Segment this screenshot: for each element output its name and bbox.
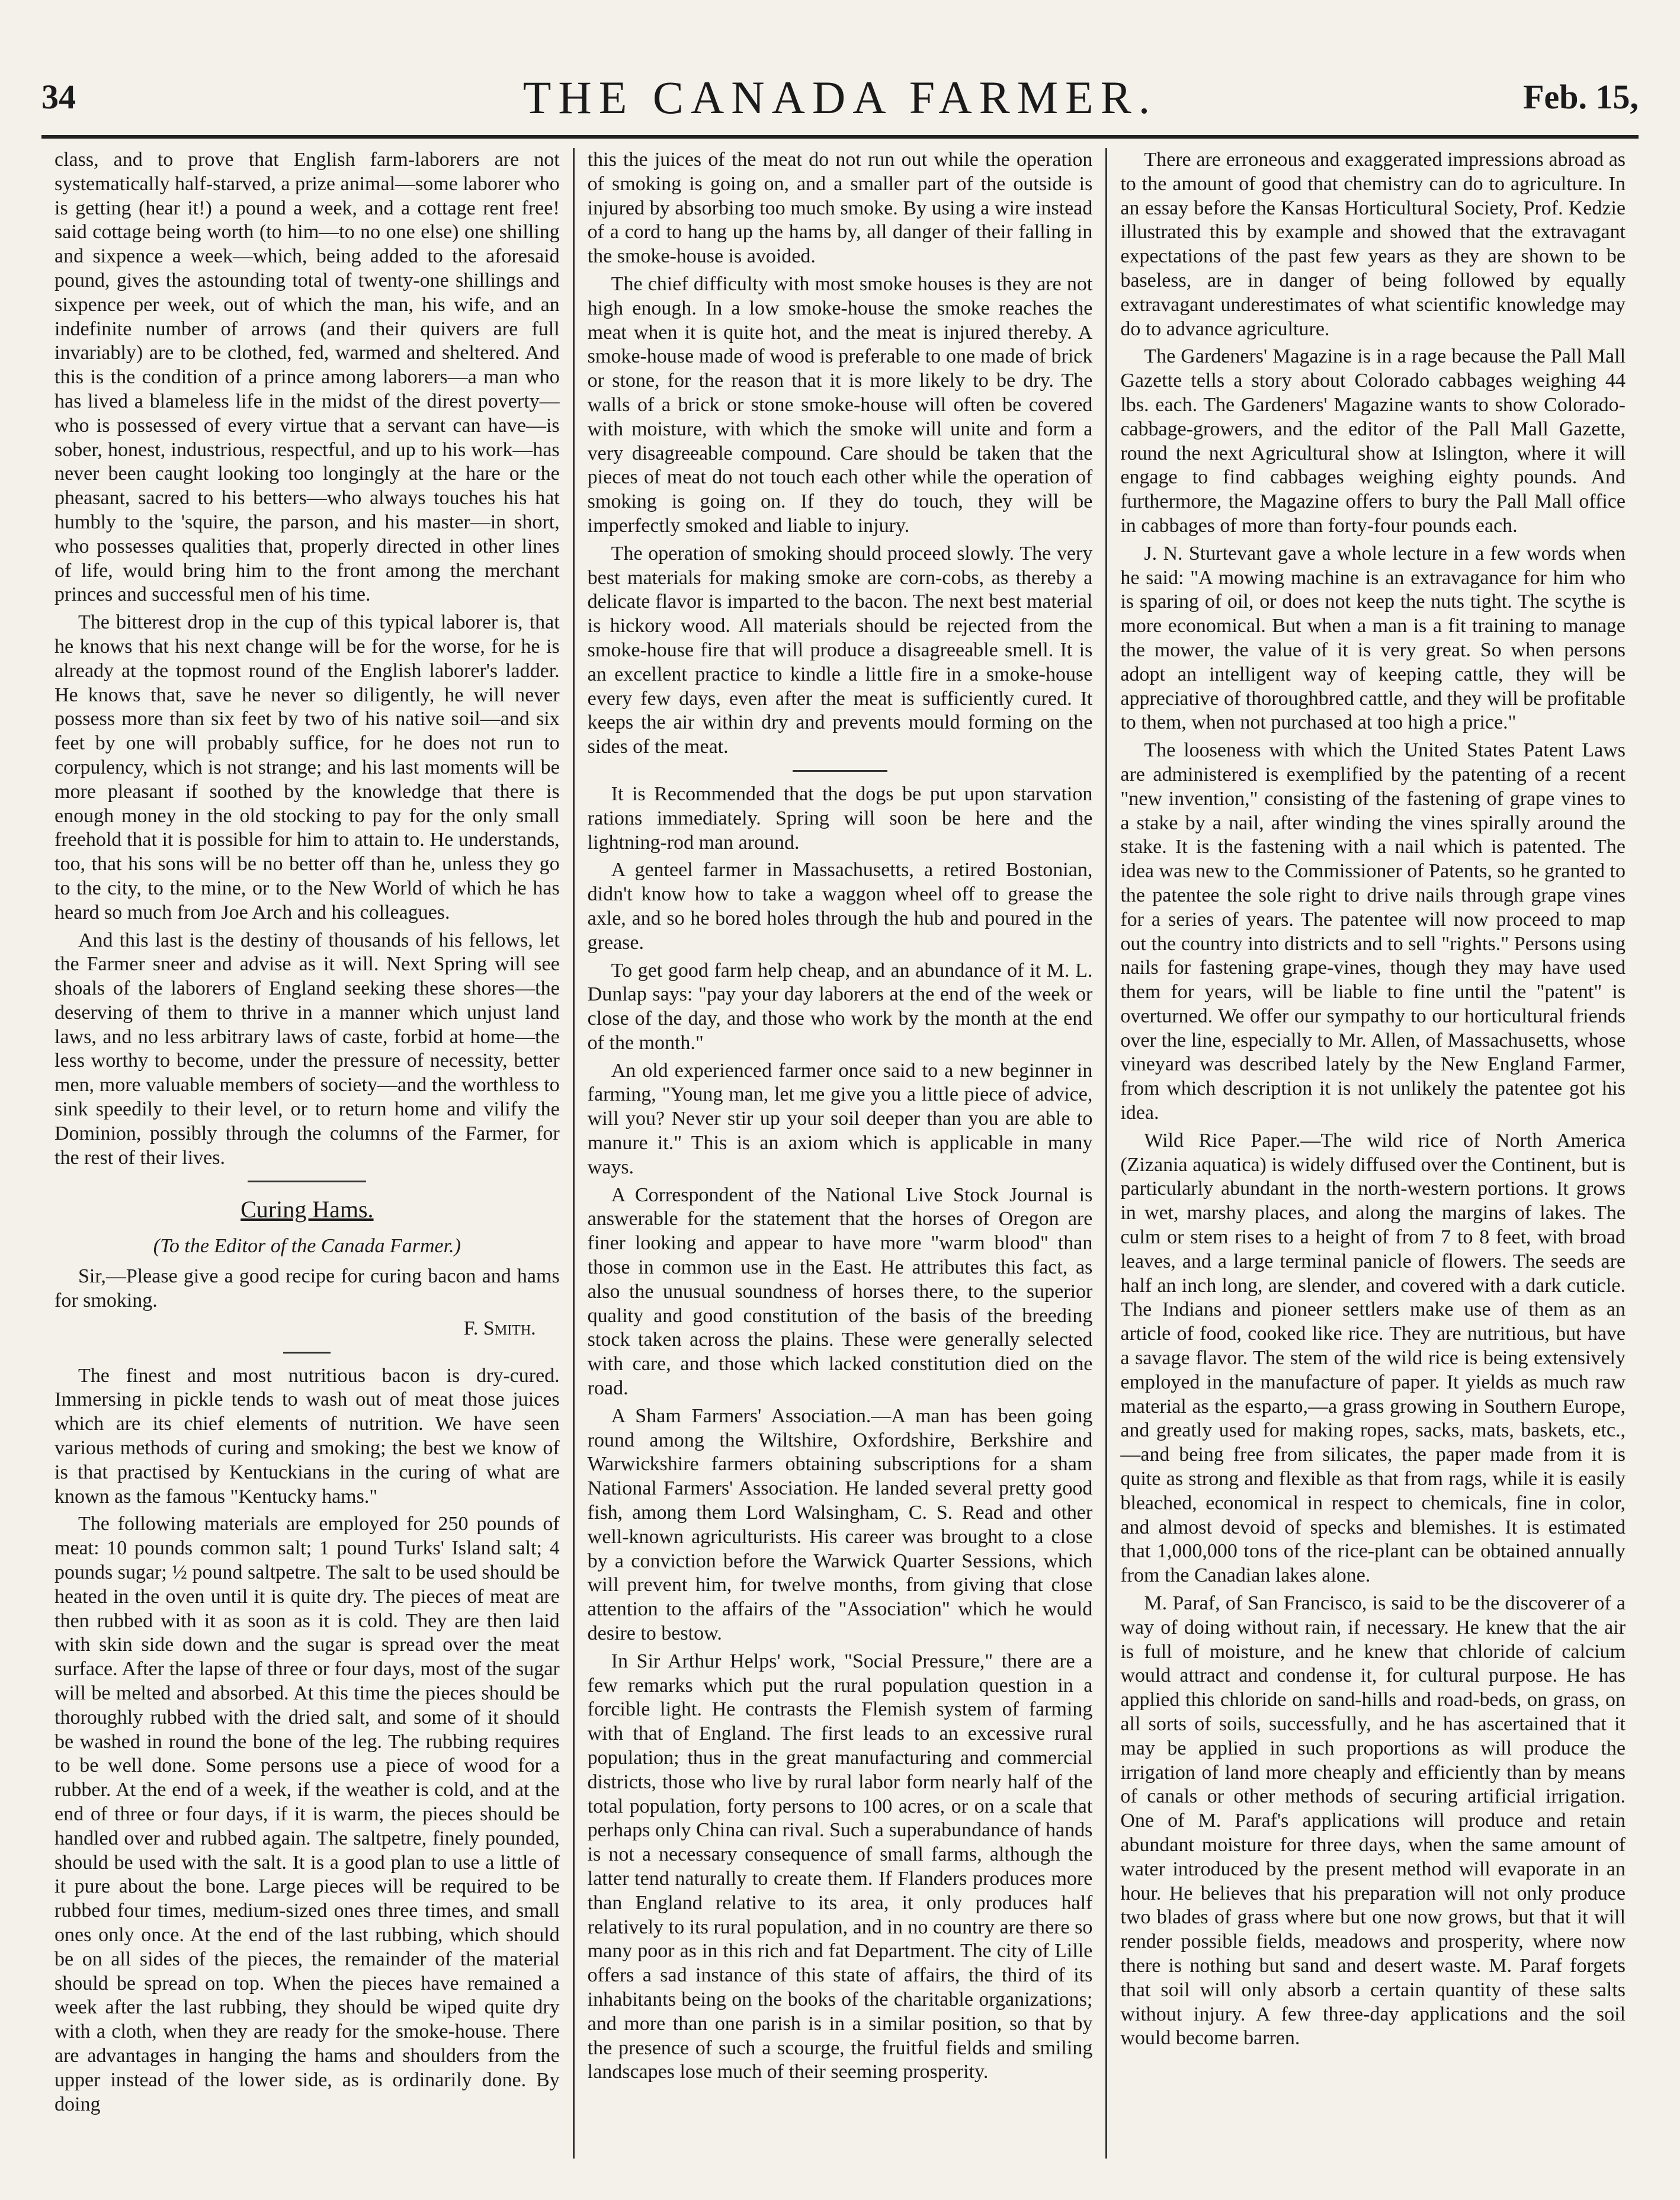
paragraph: And this last is the destiny of thousands of his fellows, let the Farmer sneer and advise as it will. Next Spring will see shoals of the laborers of England seeking these shores—the deserving of them to thrive in a manner which unjust land laws, and no less arbitrary laws of caste, forbid at home—the less worthy to become, under the pressure of necessity, better men, more valuable members of society—and the worthless to sink speedily to their level, or to return home and vilify the Dominion, possibly through the columns of the Farmer, for the rest of their lives. <box>54 929 560 1169</box>
note: A Sham Farmers' Association.—A man has been going round among the Wiltshire, Oxfordshire, Berkshire and Warwickshire farmers obtaining subscriptions for a sham National Farmers' Association. He landed several pretty good fish, among them Lord Walsingham, C. S. Read and other well-known agriculturists. His career was brought to a close by a conviction before the Warwick Quarter Sessions, which will prevent him, for twelve months, from giving that close attention to the affairs of the "Association" which he would desire to bestow. <box>587 1404 1093 1645</box>
paragraph: J. N. Sturtevant gave a whole lecture in a few words when he said: "A mowing machine is an extravagance for him who is sparing of oil, or does not keep the nuts tight. The scythe is more economical. But when a man is a fit training to manage the mower, the value of it is very great. So when persons adopt an intelligent way of keeping cattle, they will be appreciative of thoroughbred cattle, and they will be profitable to them, when not purchased at too high a price." <box>1120 542 1626 734</box>
column-1 <box>41 148 573 2159</box>
paragraph: The bitterest drop in the cup of this typical laborer is, that he knows that his next change will be for the worse, for he is already at the topmost round of the English laborer's ladder. He knows that, save he never so diligently, he will never possess more than six feet by two of his native soil—and six feet by one will probably suffice, for he does not run to corpulency, which is not strange; and his last moments will be more pleasant if soothed by the knowledge that there is enough money in the old stocking to pay for the only small freehold that it is possible for him to attain to. He understands, too, that his sons will be no better off than he, unless they go to the city, to the mine, or to the New World of which he has heard so much from Joe Arch and his colleagues. <box>54 611 560 923</box>
column-2 <box>573 148 1106 2159</box>
paragraph: The looseness with which the United States Patent Laws are administered is exemplified by the patenting of a recent "new invention," consisting of the fastening of grape vines to a stake by a nail, after winding the vines spirally around the stake. It is the fastening with a nail which is patented. The idea was new to the Commissioner of Patents, so he granted to the patentee the sole right to drive nails through grape vines for a series of years. The patentee will now proceed to map out the country into districts and to sell "rights." Persons using nails for fastening grape-vines, though they may have used them for years, will be liable to fine until the "patent" is overturned. We offer our sympathy to our horticultural friends over the line, especially to Mr. Allen, of Massachusetts, whose vineyard was described lately by the New England Farmer, from which description it is not unlikely the patentee got his idea. <box>1120 739 1626 1124</box>
columns <box>41 148 1639 2159</box>
paragraph: M. Paraf, of San Francisco, is said to be the discoverer of a way of doing without rain, if necessary. He knew that the air is full of moisture, and he knew that chloride of calcium would attract and condense it, for cultural purpose. He has applied this chloride on sand-hills and road-beds, on grass, on all sorts of soils, successfully, and he has ascertained that it may be applied in such proportions as will produce the irrigation of land more cheaply and efficiently than by means of canals or other methods of securing artificial irrigation. One of M. Paraf's applications will produce and retain abundant moisture for three days, when the same amount of water introduced by the present method will evaporate in an hour. He believes that his preparation will not only produce two blades of grass where but one now grows, but that it will render possible fields, meadows and prosperity, where now there is nothing but sand and desert waste. M. Paraf forgets that soil will only absorb a certain quantity of these salts without injury. A few three-day applications and the soil would become barren. <box>1120 1592 1626 2050</box>
divider <box>793 770 887 772</box>
divider <box>248 1181 366 1182</box>
note: To get good farm help cheap, and an abundance of it M. L. Dunlap says: "pay your day laborers at the end of the week or close of the day, and those who work by the month at the end of the month." <box>587 959 1093 1054</box>
paragraph: The Gardeners' Magazine is in a rage because the Pall Mall Gazette tells a story about Colorado cabbages weighing 44 lbs. each. The Gardeners' Magazine wants to show Colorado-cabbage-growers, and the editor of the Pall Mall Gazette, round the next Agricultural show at Islington, where it will engage to find cabbages weighing eighty pounds. And furthermore, the Magazine offers to bury the Pall Mall office in cabbages of more than forty-four pounds each. <box>1120 345 1626 537</box>
letter-signature: F. Smith. <box>463 1317 536 1339</box>
paragraph: this the juices of the meat do not run out while the operation of smoking is going on, and a smaller part of the outside is injured by absorbing too much smoke. By using a wire instead of a cord to hang up the hams by, all danger of their falling in the smoke-house is avoided. <box>587 149 1093 268</box>
masthead <box>41 71 1639 124</box>
paragraph: Wild Rice Paper.—The wild rice of North America (Zizania aquatica) is widely diffused over the Continent, but is particularly abundant in the north-western portions. It grows in wet, marshy places, and along the margins of lakes. The culm or stem rises to a height of from 7 to 8 feet, with broad leaves, and a large terminal panicle of flowers. The seeds are half an inch long, are slender, and covered with a dark cuticle. The Indians and pioneer settlers make use of them as an article of food, cooked like rice. They are nutritious, but have a savage flavor. The stem of the wild rice is being extensively employed in the manufacture of paper. It yields as much raw material as the esparto,—a grass growing in Southern Europe, and greatly used for making ropes, sacks, mats, baskets, etc.,—and being free from silicates, the paper made from it is quite as strong and flexible as that from rags, while it is easily bleached, economical in respect to chemicals, fine in color, and almost devoid of specks and blemishes. It is estimated that 1,000,000 tons of the rice-plant can be obtained annually from the Canadian lakes alone. <box>1120 1129 1626 1587</box>
paragraph: The chief difficulty with most smoke houses is they are not high enough. In a low smoke-house the smoke reaches the meat when it is quite hot, and the meat is injured thereby. A smoke-house made of wood is preferable to one made of brick or stone, for the reason that it is more likely to be dry. The walls of a brick or stone smoke-house will often be covered with moisture, with which the smoke will unite and form a very disagreeable compound. Care should be taken that the pieces of meat do not touch each other while the operation of smoking is going on. If they do touch, they will be imperfectly smoked and liable to injury. <box>587 272 1093 537</box>
section-subhead: (To the Editor of the Canada Farmer.) <box>153 1235 461 1258</box>
note: In Sir Arthur Helps' work, "Social Pressure," there are a few remarks which put the rural population question in a forcible light. He contrasts the Flemish system of farming with that of England. The first leads to an excessive rural population; thus in the great manufacturing and commercial districts, those who live by rural labor form nearly half of the total population, forty persons to 100 acres, or on a scale that perhaps only China can rival. Such a superabundance of hands is not a necessary consequence of small farms, although the latter tend naturally to create them. If Flanders produces more than England relative to its area, it only produces half relatively to its rural population, and in no country are there so many poor as in this rich and fat Department. The city of Lille offers a sad instance of this state of affairs, the third of its inhabitants being on the books of the charitable organizations; and more than one parish is in a similar position, so that by the presence of such a scourge, the fruitful fields and smiling landscapes lose much of their seeming prosperity. <box>587 1650 1093 2083</box>
note: It is Recommended that the dogs be put upon starvation rations immediately. Spring will soon be here and the lightning-rod man around. <box>587 782 1093 854</box>
letter: Sir,—Please give a good recipe for curing bacon and hams for smoking. <box>54 1265 560 1312</box>
header-rule <box>41 135 1639 139</box>
column-3 <box>1105 148 1639 2159</box>
paragraph: The following materials are employed for 250 pounds of meat: 10 pounds common salt; 1 pound Turks' Island salt; 4 pounds sugar; ½ pound saltpetre. The salt to be used should be heated in the oven until it is quite dry. The pieces of meat are then rubbed with it as soon as it is cold. They are then laid with skin side down and the sugar is spread over the meat surface. After the lapse of three or four days, most of the sugar will be melted and absorbed. At this time the pieces should be thoroughly rubbed with the dried salt, and some of it should be washed in round the bone of the leg. The rubbing requires to be well done. Some persons use a piece of wood for a rubber. At the end of a week, if the weather is cold, and at the end of three or four days, if it is warm, the pieces should be handled over and rubbed again. The saltpetre, finely pounded, should be used with the salt. It is a good plan to use a little of it pure about the bone. Large pieces will be required to be rubbed four times, medium-sized ones three times, and small ones only once. At the end of the last rubbing, which should be on all sides of the pieces, the remainder of the material should be spread on top. When the pieces have remained a week after the last rubbing, they should be wiped quite dry with a cloth, when they are ready for the smoke-house. There are advantages in hanging the hams and shoulders from the upper instead of the lower side, as is ordinarily done. By doing <box>54 1513 560 2115</box>
issue-date: Feb. 15, <box>1523 78 1639 116</box>
paragraph: The operation of smoking should proceed slowly. The very best materials for making smoke are corn-cobs, as thereby a delicate flavor is imparted to the bacon. The next best material is hickory wood. All materials should be rejected from the smoke-house fire that will produce a disagreeable smell. It is an excellent practice to kindle a little fire in a smoke-house every few days, even after the meat is sufficiently cured. It keeps the air within dry and prevents mould forming on the sides of the meat. <box>587 542 1093 758</box>
note: A genteel farmer in Massachusetts, a retired Bostonian, didn't know how to take a waggon wheel off to grease the axle, and so he bored holes through the hub and poured in the grease. <box>587 859 1093 954</box>
note: A Correspondent of the National Live Stock Journal is answerable for the statement that the horses of Oregon are finer looking and appear to have more "warm blood" than those in common use in the East. He attributes this fact, as also the unusual soundness of horses there, to the superior quality and good constitution of the basis of the breeding stock taken across the plains. These were generally selected with care, and those which lacked constitution died on the road. <box>587 1184 1093 1400</box>
paragraph: The finest and most nutritious bacon is dry-cured. Immersing in pickle tends to wash out of meat those juices which are its chief elements of nutrition. We have seen various methods of curing and smoking; the best we know of is that practised by Kentuckians in the curing of what are known as the famous "Kentucky hams." <box>54 1364 560 1508</box>
divider <box>283 1352 331 1354</box>
paragraph: There are erroneous and exaggerated impressions abroad as to the amount of good that chemistry can do to agriculture. In an essay before the Kansas Horticultural Society, Prof. Kedzie illustrated this by example and showed that the extravagant expectations of the past few years as they are shown to be baseless, are in danger of being followed by equally extravagant underestimates of what scientific knowledge may do to advance agriculture. <box>1120 149 1626 340</box>
note: An old experienced farmer once said to a new beginner in farming, "Young man, let me give you a little piece of advice, will you? Never stir up your soil deeper than you are able to manure it." This is an axiom which is applicable in many ways. <box>587 1059 1093 1178</box>
paragraph: class, and to prove that English farm-laborers are not systematically half-starved, a prize animal—some laborer who is getting (hear it!) a pound a week, and a cottage rent free! said cottage being worth (to him—to no one else) one shilling and sixpence a week—which, being added to the aforesaid pound, gives the astounding total of twenty-one shillings and sixpence per week, out of which the man, his wife, and an indefinite number of arrows (and their quivers are full invariably) are to be clothed, fed, warmed and sheltered. And this is the condition of a prince among laborers—a man who has lived a blameless life in the midst of the direst poverty—who is possessed of every virtue that a servant can have—is sober, honest, industrious, respectful, and up to his work—has never been caught looking too longingly at the hare or the pheasant, sacred to his betters—who always touches his hat humbly to the 'squire, the parson, and his master—in short, who possesses qualities that, properly directed in other lines of life, would bring him to the front among the merchant princes and successful men of his time. <box>54 149 560 606</box>
section-title-curing-hams: Curing Hams. <box>241 1196 374 1223</box>
newspaper-title: THE CANADA FARMER. <box>522 72 1158 123</box>
page-number: 34 <box>41 78 76 116</box>
